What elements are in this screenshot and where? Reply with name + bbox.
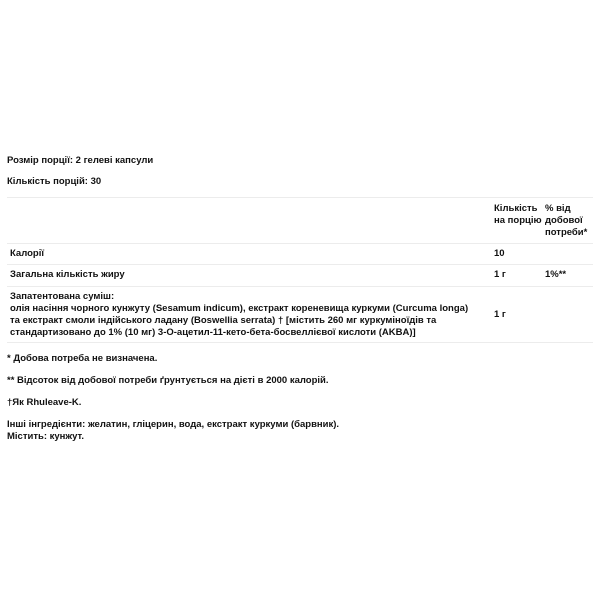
divider: [7, 342, 593, 343]
row-calories-label: Калорії: [10, 248, 45, 259]
row-calories-amount: 10: [494, 248, 505, 259]
serving-size: Розмір порції: 2 гелеві капсули: [7, 155, 154, 166]
footnote-percent-daily-value: ** Відсоток від добової потреби ґрунтується на дієті в 2000 калорій.: [7, 375, 329, 386]
divider: [7, 243, 593, 244]
row-proprietary-blend-description: олія насіння чорного кунжуту (Sesamum indicum), екстракт кореневища куркуми (Curcuma longa) та екстракт смоли індійського ладану (Boswellia serrata) † [містить 260 мг куркуміноїдів та стандартизовано до 1% (10 мг) 3-О-ацетил-11-кето-бета-босвеллієвої кислоти (AKBA)]: [10, 303, 469, 338]
header-amount-per-serving: Кількість на порцію: [494, 203, 542, 226]
footnote-rhuleave: †Як Rhuleave-K.: [7, 397, 82, 408]
row-total-fat-label: Загальна кількість жиру: [10, 269, 125, 280]
row-total-fat-amount: 1 г: [494, 269, 506, 280]
divider: [7, 286, 593, 287]
other-ingredients: Інші інгредієнти: желатин, гліцерин, вода, екстракт куркуми (барвник).: [7, 419, 340, 430]
divider: [7, 264, 593, 265]
header-daily-value: % від добової потреби*: [545, 203, 588, 238]
row-proprietary-blend: [10, 291, 480, 339]
servings-per-container: Кількість порцій: 30: [7, 176, 102, 187]
row-proprietary-blend-amount: 1 г: [494, 309, 506, 320]
footnote-daily-value-not-established: * Добова потреба не визначена.: [7, 353, 158, 364]
divider: [7, 197, 593, 198]
row-proprietary-blend-label: Запатентована суміш:: [10, 291, 115, 302]
allergen-contains: Містить: кунжут.: [7, 431, 84, 442]
row-total-fat-daily-value: 1%**: [545, 269, 567, 280]
